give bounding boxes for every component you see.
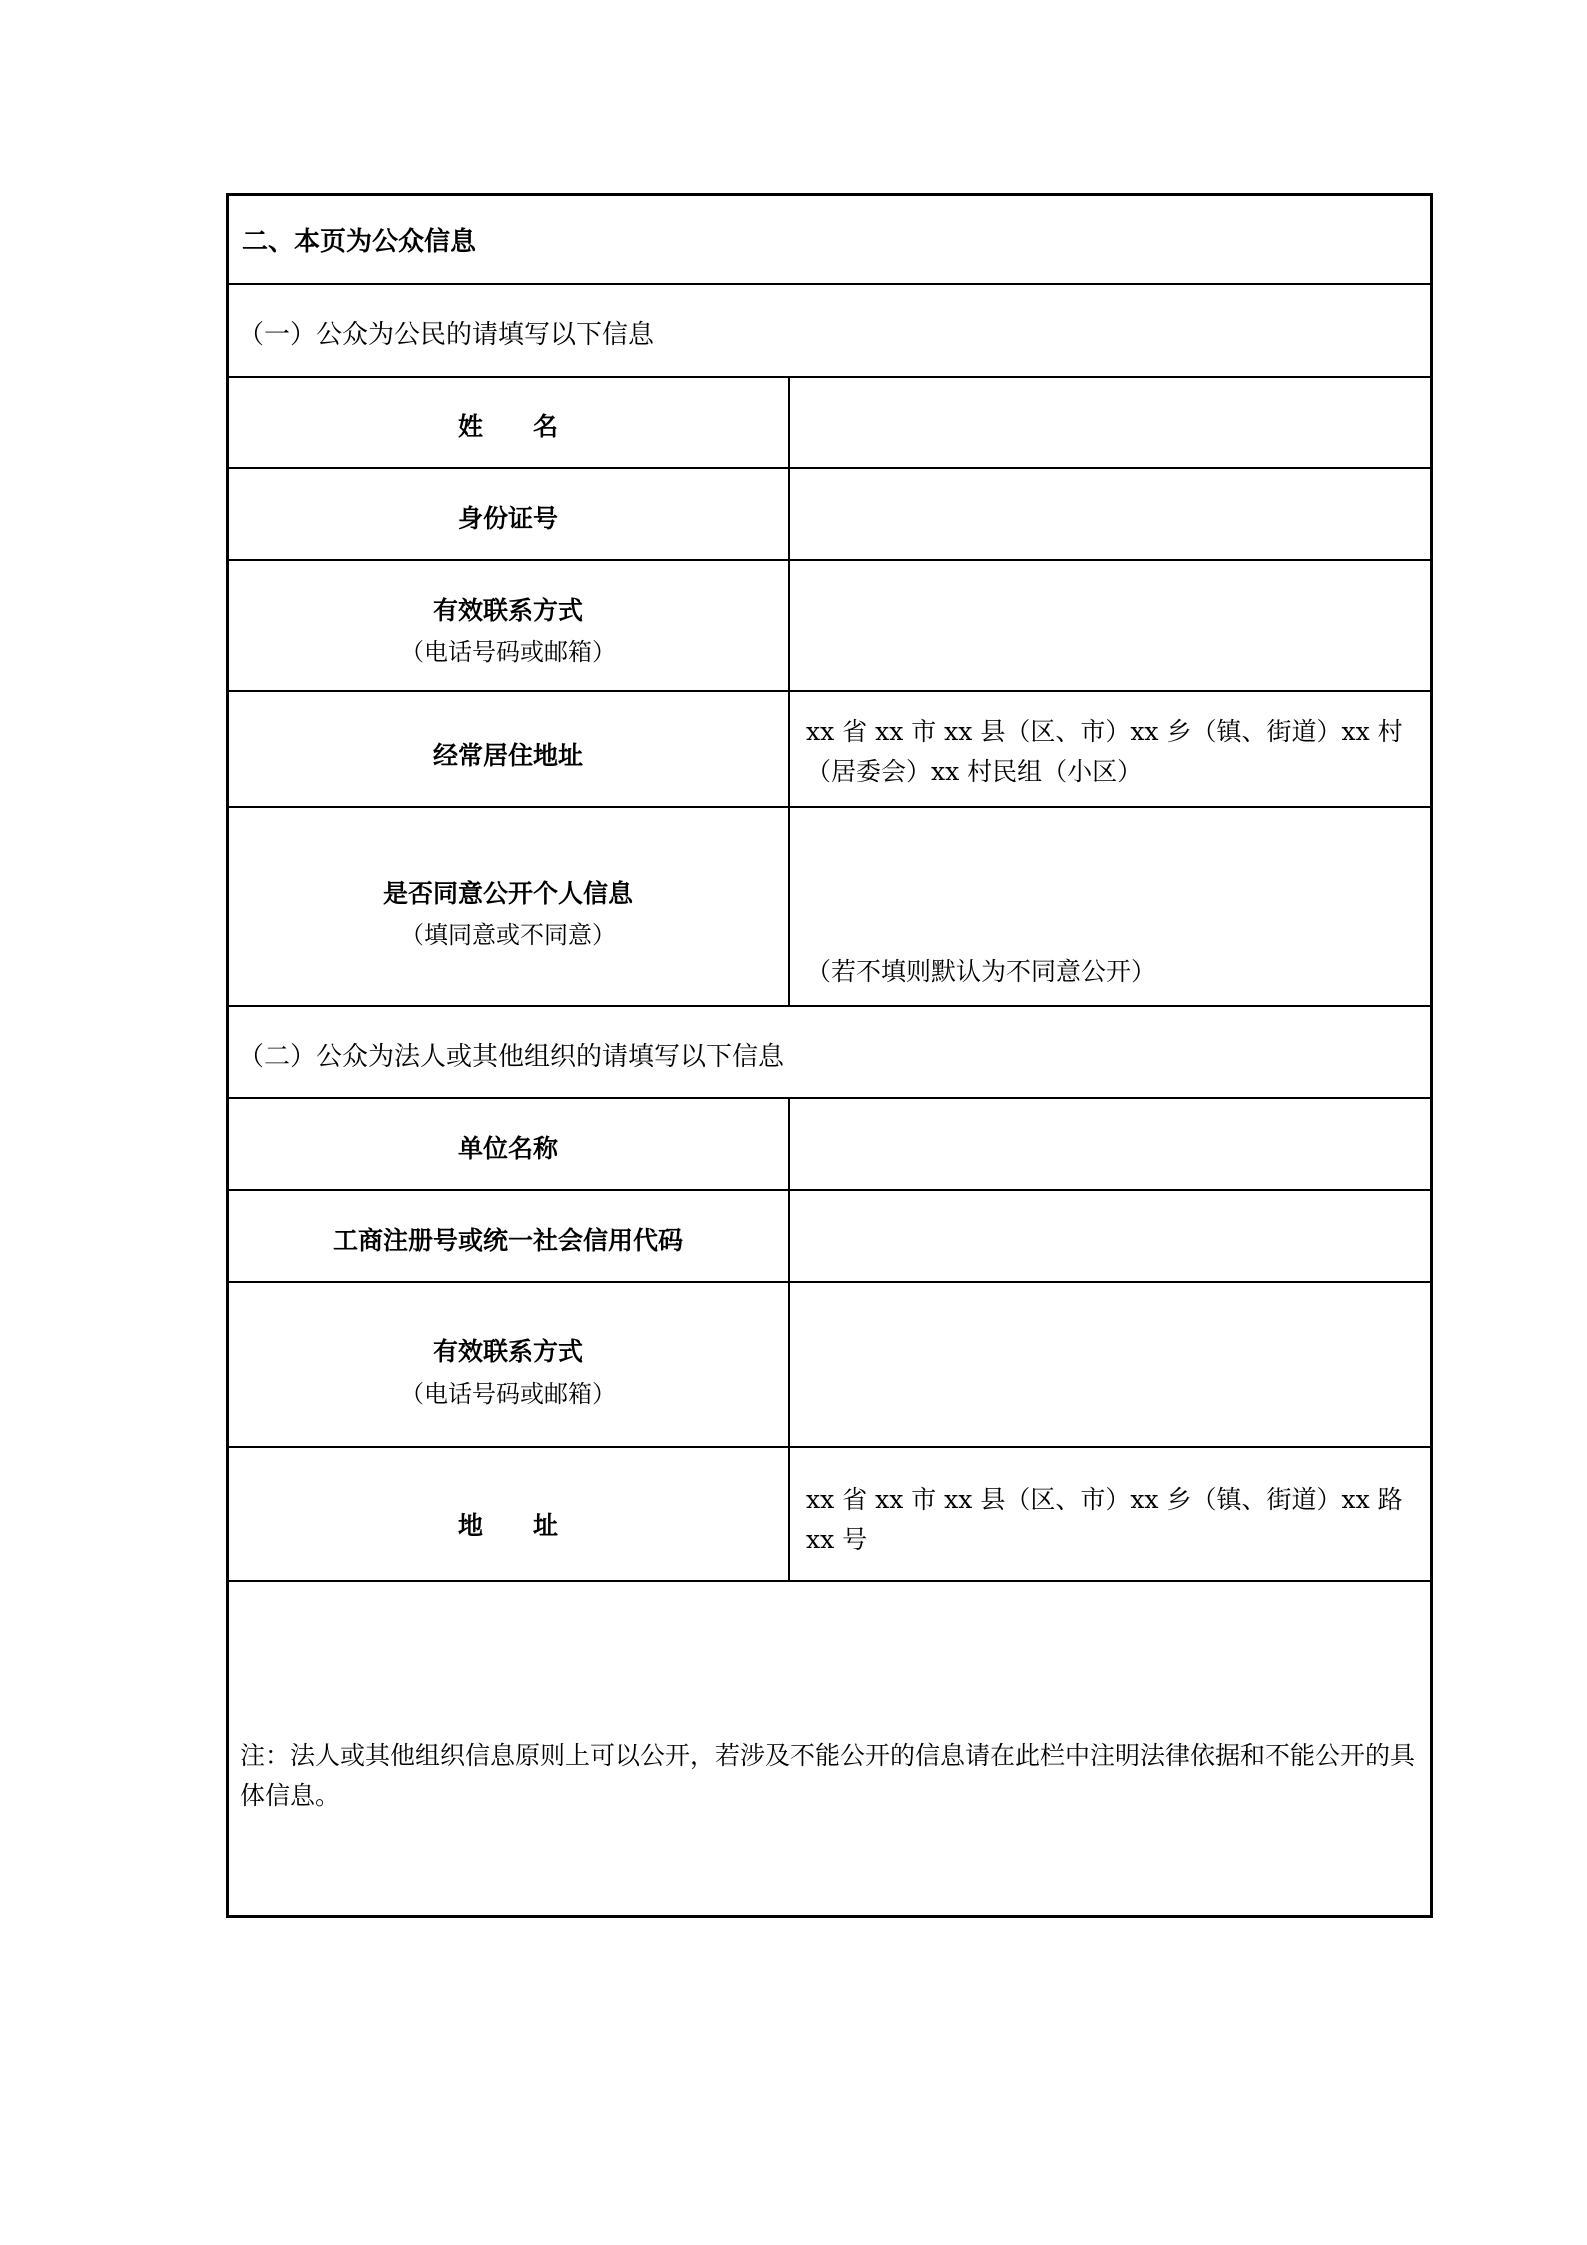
- row-divider: [226, 1281, 1433, 1283]
- row-divider: [226, 806, 1433, 808]
- residence-address-label: 经常居住地址: [432, 741, 583, 770]
- row-divider: [226, 1005, 1433, 1007]
- id-number-label: 身份证号: [457, 504, 558, 533]
- column-divider: [788, 376, 790, 1006]
- row-divider: [226, 1097, 1433, 1099]
- id-number-field[interactable]: [792, 470, 1430, 559]
- row-divider: [226, 1580, 1433, 1582]
- reg-code-label: 工商注册号或统一社会信用代码: [332, 1226, 683, 1255]
- row-divider: [226, 690, 1433, 692]
- contact-field[interactable]: [792, 562, 1430, 690]
- consent-field[interactable]: [792, 809, 1430, 939]
- consent-label: 是否同意公开个人信息: [382, 879, 633, 908]
- name-label: 姓 名: [457, 412, 558, 441]
- residence-address-field[interactable]: xx 省 xx 市 xx 县（区、市）xx 乡（镇、街道）xx 村（居委会）xx 村民组（小区）: [806, 717, 1403, 786]
- row-divider: [226, 467, 1433, 469]
- note-text: 注：法人或其他组织信息原则上可以公开，若涉及不能公开的信息请在此栏中注明法律依据和不能公开的具体信息。: [240, 1741, 1416, 1810]
- org-name-field[interactable]: [792, 1100, 1430, 1189]
- row-divider: [226, 1189, 1433, 1191]
- name-field[interactable]: [792, 379, 1430, 467]
- row-divider: [226, 376, 1433, 378]
- org-address-label: 地 址: [457, 1511, 558, 1540]
- section-title: 二、本页为公众信息: [242, 227, 477, 257]
- org-address-field[interactable]: xx 省 xx 市 xx 县（区、市）xx 乡（镇、街道）xx 路 xx 号: [806, 1485, 1403, 1554]
- reg-code-field[interactable]: [792, 1192, 1430, 1281]
- row-divider: [226, 559, 1433, 561]
- consent-default-note: （若不填则默认为不同意公开）: [806, 957, 1157, 986]
- org-name-label: 单位名称: [457, 1134, 558, 1163]
- column-divider: [788, 1097, 790, 1581]
- org-contact-hint: （电话号码或邮箱）: [400, 1380, 616, 1408]
- citizen-heading: （一）公众为公民的请填写以下信息: [238, 320, 655, 350]
- contact-label: 有效联系方式: [432, 596, 583, 625]
- row-divider: [226, 283, 1433, 285]
- row-divider: [226, 1446, 1433, 1448]
- consent-hint: （填同意或不同意）: [400, 921, 616, 949]
- org-contact-field[interactable]: [792, 1284, 1430, 1446]
- organization-heading: （二）公众为法人或其他组织的请填写以下信息: [238, 1042, 785, 1072]
- org-contact-label: 有效联系方式: [432, 1337, 583, 1366]
- contact-hint: （电话号码或邮箱）: [400, 638, 616, 666]
